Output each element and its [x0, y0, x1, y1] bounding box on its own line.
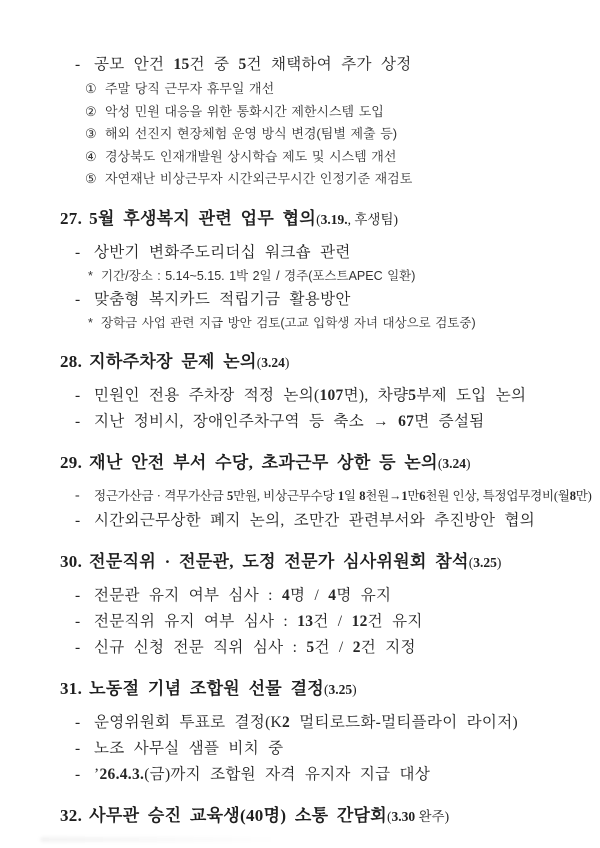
dash-marker: - [75, 243, 81, 261]
dash-marker: - [75, 511, 81, 529]
section-title: 지하주차장 문제 논의 [89, 351, 257, 371]
list-item-text: 전문직위 유지 여부 심사 : 13건 / 12건 유지 [94, 612, 423, 630]
list-item-text: 운영위원회 투표로 결정(K2 멀티로드화-멀티플라이 라이저) [94, 713, 518, 731]
section-date-suffix: (3.24) [437, 455, 471, 471]
list-item [75, 240, 566, 266]
agenda-section [60, 450, 592, 534]
circled-number-marker: ⑤ [85, 171, 97, 186]
dash-marker: - [75, 386, 81, 404]
list-item [75, 635, 566, 661]
list-item-text: 정근가산금 · 격무가산금 5만원, 비상근무수당 1일 8천원→1만6천원 인상, 특정업무경비(월8만) [94, 488, 592, 503]
list-item [88, 266, 566, 287]
section-title: 사무관 승진 교육생(40명) 소통 간담회 [89, 805, 388, 825]
agenda-section [60, 52, 566, 191]
section-number: 27. [60, 208, 83, 228]
scan-artifact [40, 837, 280, 842]
section-header [60, 450, 566, 477]
list-item-text: 시간외근무상한 폐지 논의, 조만간 관련부서와 추진방안 협의 [94, 511, 536, 529]
star-marker: * [88, 315, 93, 330]
dash-marker: - [75, 56, 81, 73]
list-item-text: 해외 선진지 현장체험 운영 방식 변경(팀별 제출 등) [105, 126, 398, 141]
agenda-section [60, 349, 566, 435]
list-item-text: 주말 당직 근무자 휴무일 개선 [105, 81, 275, 96]
dash-marker: - [75, 290, 81, 308]
list-item [75, 287, 566, 313]
circled-number-marker: ③ [85, 126, 97, 141]
section-number: 29. [60, 452, 83, 472]
list-item [85, 168, 566, 191]
section-header [60, 676, 566, 703]
section-header [60, 549, 566, 576]
list-item [75, 484, 592, 508]
list-item [75, 710, 566, 736]
list-item [75, 583, 566, 609]
section-title: 재난 안전 부서 수당, 초과근무 상한 등 논의 [89, 452, 438, 472]
section-header [60, 206, 566, 233]
dash-marker: - [75, 713, 81, 731]
list-item [75, 736, 566, 762]
list-item [75, 409, 566, 435]
dash-marker: - [75, 638, 81, 656]
list-item-text: 기간/장소 : 5.14~5.15. 1박 2일 / 경주(포스트APEC 일환) [101, 268, 416, 283]
list-item-text: 노조 사무실 샘플 비치 중 [94, 739, 284, 757]
list-item [85, 123, 566, 146]
dash-marker: - [75, 765, 81, 783]
star-marker: * [88, 268, 93, 283]
list-item-text: 신규 신청 전문 직위 심사 : 5건 / 2건 지정 [94, 638, 416, 656]
list-item [88, 313, 566, 334]
list-item-text: 지난 정비시, 장애인주차구역 등 축소 → 67면 증설됨 [94, 412, 485, 430]
list-item [75, 762, 566, 788]
list-item-text: 악성 민원 대응을 위한 통화시간 제한시스템 도입 [105, 103, 384, 119]
list-item-text: 장학금 사업 관련 지급 방안 검토(고교 입학생 자녀 대상으로 검토중) [101, 315, 476, 330]
dash-marker: - [75, 412, 81, 430]
circled-number-marker: ② [85, 103, 97, 119]
list-item [85, 78, 566, 101]
list-item-text: 경상북도 인재개발원 상시학습 제도 및 시스템 개선 [105, 148, 397, 164]
dash-marker: - [75, 487, 80, 503]
section-date-suffix: (3.19., 후생팀) [316, 211, 398, 227]
section-number: 28. [60, 351, 83, 371]
section-number: 30. [60, 551, 83, 571]
dash-marker: - [75, 739, 81, 757]
section-title: 전문직위 · 전문관, 도정 전문가 심사위원회 참석 [89, 551, 469, 571]
list-item-text: ’26.4.3.(금)까지 조합원 자격 유지자 지급 대상 [94, 765, 431, 783]
dash-marker: - [75, 586, 81, 604]
section-header [60, 803, 566, 830]
list-item [75, 52, 566, 78]
list-item [85, 101, 566, 124]
circled-number-marker: ① [85, 81, 97, 96]
section-number: 31. [60, 678, 83, 698]
agenda-section [60, 549, 566, 661]
list-item-text: 상반기 변화주도리더십 워크숍 관련 [94, 243, 351, 261]
list-item [75, 508, 566, 534]
agenda-section [60, 206, 566, 334]
list-item [75, 609, 566, 635]
agenda-section [60, 803, 566, 830]
section-title: 5월 후생복지 관련 업무 협의 [89, 208, 317, 228]
list-item [85, 146, 566, 169]
list-item-text: 맞춤형 복지카드 적립기금 활용방안 [94, 290, 351, 308]
list-item-text: 전문관 유지 여부 심사 : 4명 / 4명 유지 [94, 586, 392, 604]
section-date-suffix: (3.25) [468, 554, 502, 570]
section-header [60, 349, 566, 376]
section-date-suffix: (3.25) [324, 681, 357, 697]
section-date-suffix: (3.24) [256, 354, 290, 370]
agenda-section [60, 676, 566, 788]
dash-marker: - [75, 612, 81, 630]
list-item-text: 민원인 전용 주차장 적정 논의(107면), 차량5부제 도입 논의 [94, 386, 527, 404]
section-date-suffix: (3.30 완주) [387, 808, 450, 824]
circled-number-marker: ④ [85, 148, 97, 164]
list-item-text: 공모 안건 15건 중 5건 채택하여 추가 상정 [94, 56, 412, 73]
list-item [75, 383, 566, 409]
list-item-text: 자연재난 비상근무자 시간외근무시간 인정기준 재검토 [105, 171, 413, 186]
section-number: 32. [60, 805, 83, 825]
section-title: 노동절 기념 조합원 선물 결정 [89, 678, 325, 698]
